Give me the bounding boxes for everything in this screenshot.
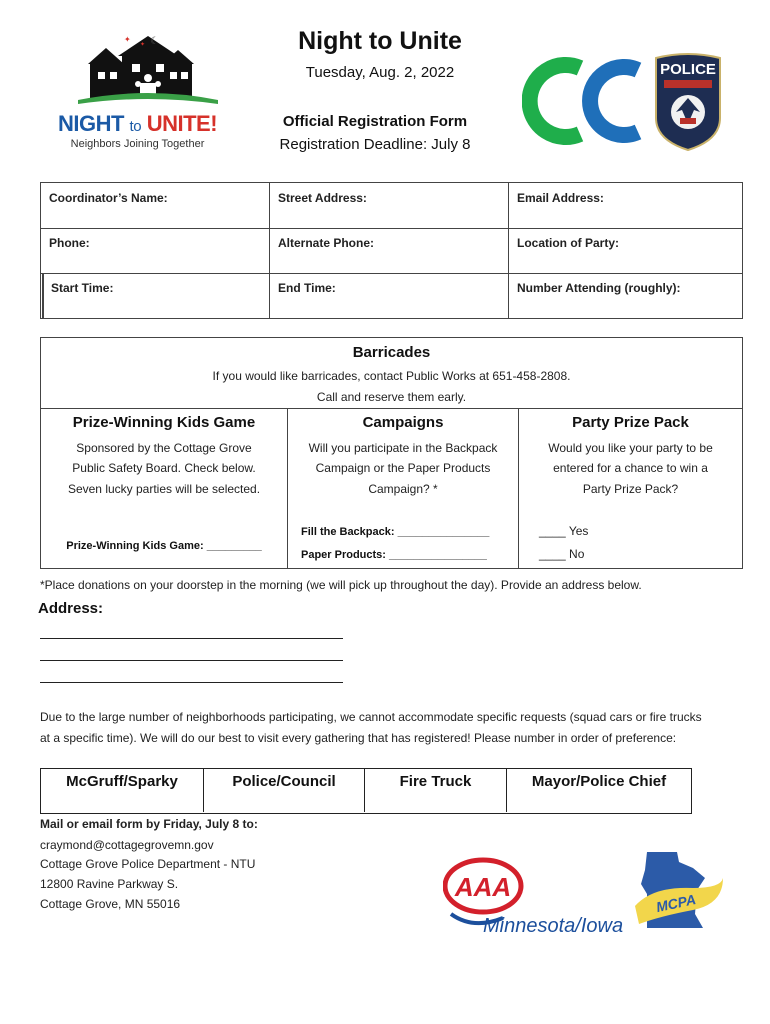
barricades-title: Barricades [352,344,431,361]
barricades-options-box [40,337,743,569]
address-line-3[interactable] [40,682,343,683]
form-title: Official Registration Form [282,113,468,130]
mail-email[interactable]: craymond@cottagegrovemn.gov [40,838,214,852]
start-time-label: Start Time: [51,281,114,295]
number-attending-label: Number Attending (roughly): [517,281,681,295]
kids-game-line2: Public Safety Board. Check below. [72,461,256,475]
ntu-logo-wordmark [50,111,225,137]
svg-text:☾: ☾ [150,36,159,47]
cottage-grove-logo [522,56,650,146]
barricades-line1: If you would like barricades, contact Public Works at 651-458-2808. [212,369,571,383]
aaa-region: Minnesota/Iowa [483,915,624,936]
prize-pack-line3: Party Prize Pack? [582,482,679,496]
visit-preference-table [40,768,692,814]
campaigns-title: Campaigns [362,414,444,431]
houses-icon [78,35,218,104]
coordinator-name-label: Coordinator’s Name: [49,191,168,205]
address-line-2[interactable] [40,660,343,661]
mail-street: 12800 Ravine Parkway S. [40,877,179,891]
svg-text:✦: ✦ [124,35,131,44]
campaigns-line1: Will you participate in the Backpack [308,441,498,455]
mail-department: Cottage Grove Police Department - NTU [40,857,256,871]
prize-pack-title: Party Prize Pack [572,414,689,431]
coordinator-info-grid [40,182,743,319]
ntu-unite-text: UNITE! [146,111,218,136]
campaigns-line3: Campaign? * [368,482,438,496]
kids-game-field[interactable]: Prize-Winning Kids Game: _________ [66,540,262,552]
alternate-phone-label: Alternate Phone: [278,236,375,250]
registration-deadline: Registration Deadline: July 8 [279,136,471,153]
police-badge-logo [650,52,726,152]
event-title: Night to Unite [298,27,462,55]
end-time-label: End Time: [278,281,336,295]
requests-line1: Due to the large number of neighborhoods participating, we cannot accommodate specific requests (squad cars or fire trucks [40,710,702,724]
paper-products-field[interactable]: Paper Products: ________________ [301,549,487,561]
svg-text:✦: ✦ [140,41,146,48]
phone-label: Phone: [49,236,90,250]
party-location-label: Location of Party: [517,236,620,250]
barricades-line2: Call and reserve them early. [316,390,467,404]
kids-game-title: Prize-Winning Kids Game [72,414,256,431]
donation-note: *Place donations on your doorstep in the morning (we will pick up throughout the day). Provide an address below. [40,578,642,592]
mail-heading: Mail or email form by Friday, July 8 to: [40,817,258,831]
event-date: Tuesday, Aug. 2, 2022 [305,64,455,81]
mcpa-text: MCPA [654,891,698,916]
aaa-letters: AAA [454,872,512,902]
prize-pack-yes-option[interactable]: ____ Yes [539,524,589,538]
prize-pack-line1: Would you like your party to be [548,441,713,455]
street-address-label: Street Address: [278,191,367,205]
mail-city: Cottage Grove, MN 55016 [40,897,181,911]
prize-pack-no-option[interactable]: ____ No [539,547,585,561]
address-line-1[interactable] [40,638,343,639]
ntu-tagline: Neighbors Joining Together [70,138,205,150]
aaa-minnesota-iowa-logo [443,852,643,936]
preference-mcgruff-sparky[interactable]: McGruff/Sparky [66,773,178,790]
fill-backpack-field[interactable]: Fill the Backpack: _______________ [301,526,490,538]
ntu-night-text: NIGHT [57,111,124,136]
kids-game-line1: Sponsored by the Cottage Grove [76,441,252,455]
email-address-label: Email Address: [517,191,604,205]
requests-line2: at a specific time). We will do our best to visit every gathering that has registered! Please number in order of preference: [40,731,677,745]
police-badge-text: POLICE [660,61,716,78]
address-label: Address: [38,600,104,617]
preference-mayor-police-chief[interactable]: Mayor/Police Chief [531,773,667,790]
prize-pack-line2: entered for a chance to win a [553,461,708,475]
campaigns-line2: Campaign or the Paper Products [315,461,491,475]
kids-game-line3: Seven lucky parties will be selected. [67,482,261,496]
ntu-to-text: to [129,118,142,135]
mcpa-logo [633,848,725,934]
preference-fire-truck[interactable]: Fire Truck [399,773,472,790]
preference-police-council[interactable]: Police/Council [232,773,336,790]
